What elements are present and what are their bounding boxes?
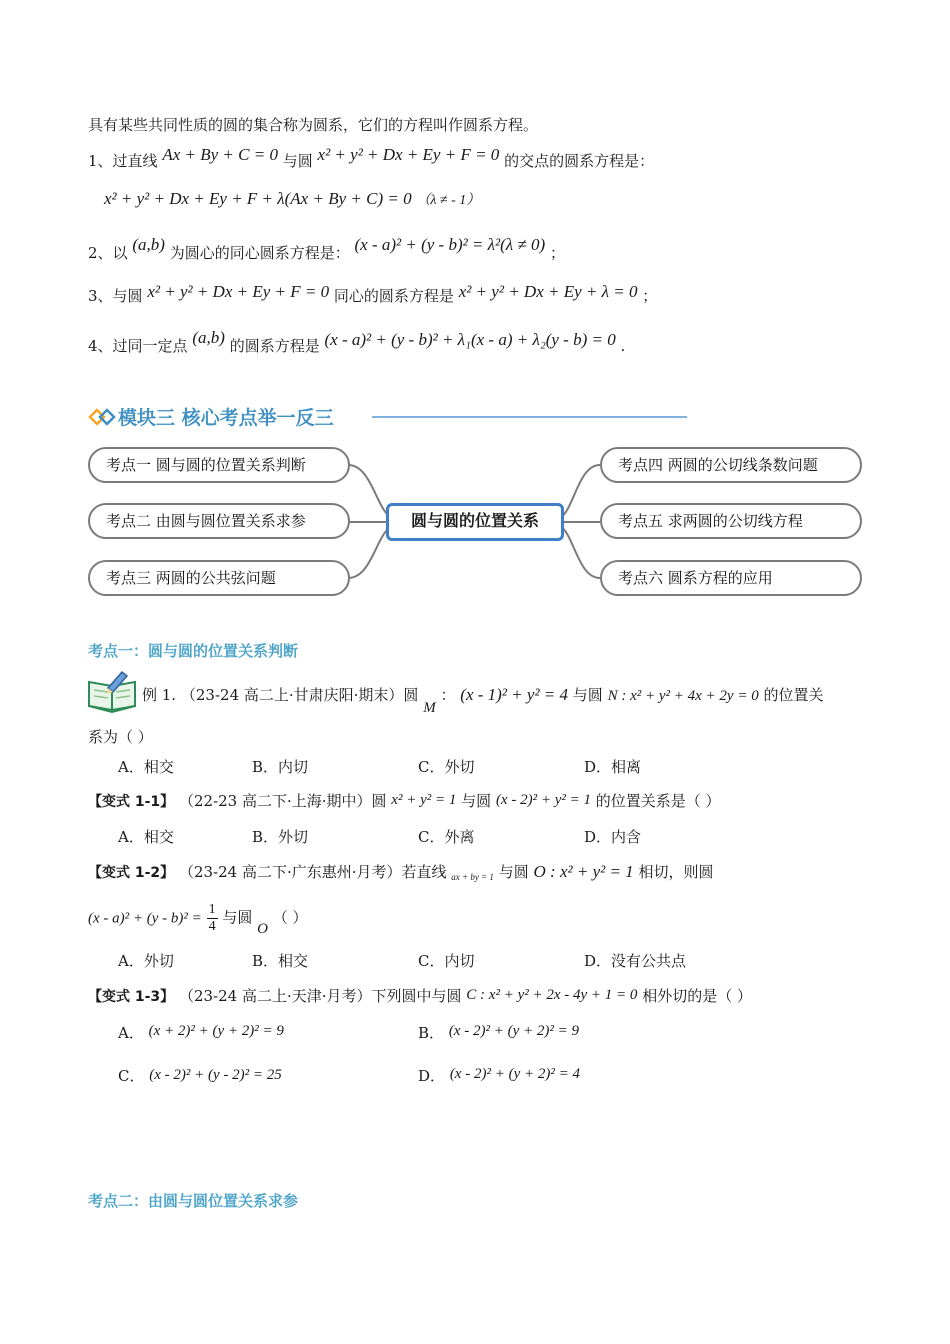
item1-row bbox=[88, 145, 655, 172]
variant1-1-source: （22-23 高二下·上海·期中）圆 bbox=[178, 792, 387, 810]
example1-option-d[interactable]: D．相离 bbox=[584, 758, 642, 776]
option-eq: (x - 2)² + (y - 2)² = 25 bbox=[149, 1067, 282, 1083]
variant1-1-row bbox=[88, 790, 721, 813]
variant1-2-o: O bbox=[257, 920, 268, 937]
item1-prefix: 1、过直线 bbox=[88, 152, 158, 170]
variant1-1-option-d[interactable]: D．内含 bbox=[584, 828, 642, 846]
variant1-2-fraction bbox=[207, 902, 218, 935]
variant1-2-line: ax + by = 1 bbox=[451, 872, 494, 882]
item2-eq: (x - a)² + (y - b)² = λ²(λ ≠ 0) bbox=[354, 235, 546, 254]
variant1-2-row bbox=[88, 861, 713, 885]
variant1-3-option-d[interactable] bbox=[418, 1065, 580, 1088]
variant1-2-mid: 与圆 bbox=[498, 863, 529, 881]
variant1-2-suffix: 相切，则圆 bbox=[638, 863, 714, 881]
variant1-2-source: （23-24 高二下·广东惠州·月考）若直线 bbox=[178, 863, 447, 881]
item2-suffix: ； bbox=[549, 244, 565, 262]
option-eq: (x - 2)² + (y + 2)² = 4 bbox=[449, 1066, 580, 1082]
topic-box-2[interactable]: 考点二 由圆与圆位置关系求参 bbox=[88, 503, 350, 539]
example1-mid: 与圆 bbox=[572, 686, 603, 704]
variant1-2-option-d[interactable]: D．没有公共点 bbox=[584, 952, 687, 970]
variant1-1-option-b[interactable]: B．外切 bbox=[252, 828, 309, 846]
item3-circle-eq: x² + y² + Dx + Ey + F = 0 bbox=[147, 282, 330, 301]
variant1-1-mid: 与圆 bbox=[461, 792, 492, 810]
variant1-1-suffix: 的位置关系是（ ） bbox=[595, 792, 721, 810]
item4-mid: 的圆系方程是 bbox=[229, 337, 320, 355]
variant1-2-mid2: 与圆 bbox=[222, 908, 253, 927]
item2-prefix: 2、以 bbox=[88, 244, 128, 262]
example1-colon: ： bbox=[440, 686, 456, 704]
variant1-3-option-c[interactable] bbox=[118, 1065, 282, 1088]
item1-mid: 与圆 bbox=[282, 152, 313, 170]
variant1-2-label: 【变式 1-2】 bbox=[88, 865, 175, 881]
variant1-3-eq-c: C : x² + y² + 2x - 4y + 1 = 0 bbox=[466, 987, 638, 1003]
item2-point: (a,b) bbox=[132, 235, 165, 254]
variant1-1-eq1: x² + y² = 1 bbox=[391, 792, 457, 808]
variant1-2-option-a[interactable]: A．外切 bbox=[118, 952, 174, 970]
variant1-1-option-a[interactable]: A．相交 bbox=[118, 828, 174, 846]
item4-point: (a,b) bbox=[192, 328, 225, 347]
example1-eq-n: N : x² + y² + 4x + 2y = 0 bbox=[607, 688, 759, 704]
item3-row bbox=[88, 282, 658, 307]
example1-eq-m: (x - 1)² + y² = 4 bbox=[460, 685, 569, 704]
topic-box-3[interactable]: 考点三 两圆的公共弦问题 bbox=[88, 560, 350, 596]
item2-row bbox=[88, 235, 565, 264]
option-eq: (x - 2)² + (y + 2)² = 9 bbox=[448, 1023, 579, 1039]
item3-prefix: 3、与圆 bbox=[88, 287, 143, 305]
topic-box-4[interactable]: 考点四 两圆的公切线条数问题 bbox=[600, 447, 862, 483]
item1-line-eq: Ax + By + C = 0 bbox=[162, 145, 278, 164]
variant1-1-label: 【变式 1-1】 bbox=[88, 794, 175, 810]
double-diamond-icon bbox=[88, 406, 118, 428]
option-letter: B． bbox=[418, 1024, 445, 1042]
option-letter: D． bbox=[418, 1067, 446, 1085]
example1-option-b[interactable]: B．内切 bbox=[252, 758, 309, 776]
item2-mid: 为圆心的同心圆系方程是： bbox=[169, 244, 350, 262]
fraction-denominator: 4 bbox=[208, 919, 216, 934]
variant1-2-option-c[interactable]: C．内切 bbox=[418, 952, 475, 970]
item1-family-eq: x² + y² + Dx + Ey + F + λ(Ax + By + C) = 0 bbox=[104, 189, 412, 208]
example1-suffix: 的位置关 bbox=[763, 686, 824, 704]
variant1-3-option-a[interactable] bbox=[118, 1022, 284, 1045]
item1-condition: （λ ≠ - 1） bbox=[416, 193, 481, 208]
variant1-3-source: （23-24 高二上·天津·月考）下列圆中与圆 bbox=[178, 987, 462, 1005]
example1-line2: 系为（ ） bbox=[88, 728, 153, 746]
example1-source: （23-24 高二上·甘肃庆阳·期末）圆 bbox=[180, 686, 419, 704]
variant1-3-suffix: 相外切的是（ ） bbox=[642, 987, 752, 1005]
item4-row bbox=[88, 328, 626, 357]
section2-title: 考点二：由圆与圆位置关系求参 bbox=[88, 1192, 299, 1210]
module-title-divider bbox=[372, 416, 687, 418]
item4-prefix: 4、过同一定点 bbox=[88, 337, 188, 355]
variant1-2-tail: （ ） bbox=[272, 908, 308, 927]
example1-label: 例 1. bbox=[142, 686, 177, 704]
variant1-2-eq2: (x - a)² + (y - b)² = bbox=[88, 910, 202, 927]
item4-eq: (x - a)² + (y - b)² + λ₁(x - a) + λ₂(y - b) = 0 bbox=[324, 330, 616, 349]
option-letter: A． bbox=[118, 1024, 144, 1042]
item4-suffix: . bbox=[620, 337, 626, 355]
section1-title: 考点一：圆与圆的位置关系判断 bbox=[88, 642, 299, 660]
variant1-3-label: 【变式 1-3】 bbox=[88, 989, 175, 1005]
fraction-numerator: 1 bbox=[208, 902, 216, 917]
variant1-3-row bbox=[88, 985, 752, 1008]
item1-eq-row bbox=[104, 188, 480, 212]
example1-option-c[interactable]: C．外切 bbox=[418, 758, 475, 776]
example1-row bbox=[142, 684, 824, 716]
item3-suffix: ； bbox=[642, 287, 658, 305]
topic-box-1[interactable]: 考点一 圆与圆的位置关系判断 bbox=[88, 447, 350, 483]
variant1-3-option-b[interactable] bbox=[418, 1022, 579, 1045]
item3-eq: x² + y² + Dx + Ey + λ = 0 bbox=[458, 282, 638, 301]
item3-mid: 同心的圆系方程是 bbox=[333, 287, 454, 305]
option-eq: (x + 2)² + (y + 2)² = 9 bbox=[148, 1023, 284, 1039]
variant1-1-option-c[interactable]: C．外离 bbox=[418, 828, 475, 846]
variant1-1-eq2: (x - 2)² + y² = 1 bbox=[495, 792, 591, 808]
variant1-2-eq-o: O : x² + y² = 1 bbox=[533, 862, 634, 881]
module-title: 模块三 核心考点举一反三 bbox=[118, 407, 334, 429]
example1-option-a[interactable]: A．相交 bbox=[118, 758, 174, 776]
intro-text: 具有某些共同性质的圆的集合称为圆系，它们的方程叫作圆系方程。 bbox=[88, 116, 539, 134]
topic-box-5[interactable]: 考点五 求两圆的公切线方程 bbox=[600, 503, 862, 539]
variant1-2-row2 bbox=[88, 902, 308, 942]
item1-circle-eq: x² + y² + Dx + Ey + F = 0 bbox=[317, 145, 500, 164]
option-letter: C． bbox=[118, 1067, 145, 1085]
mindmap-center: 圆与圆的位置关系 bbox=[386, 503, 564, 541]
variant1-2-option-b[interactable]: B．相交 bbox=[252, 952, 309, 970]
item1-suffix: 的交点的圆系方程是： bbox=[504, 152, 655, 170]
book-pencil-icon bbox=[86, 668, 140, 714]
topic-box-6[interactable]: 考点六 圆系方程的应用 bbox=[600, 560, 862, 596]
example1-m: M bbox=[423, 700, 436, 716]
